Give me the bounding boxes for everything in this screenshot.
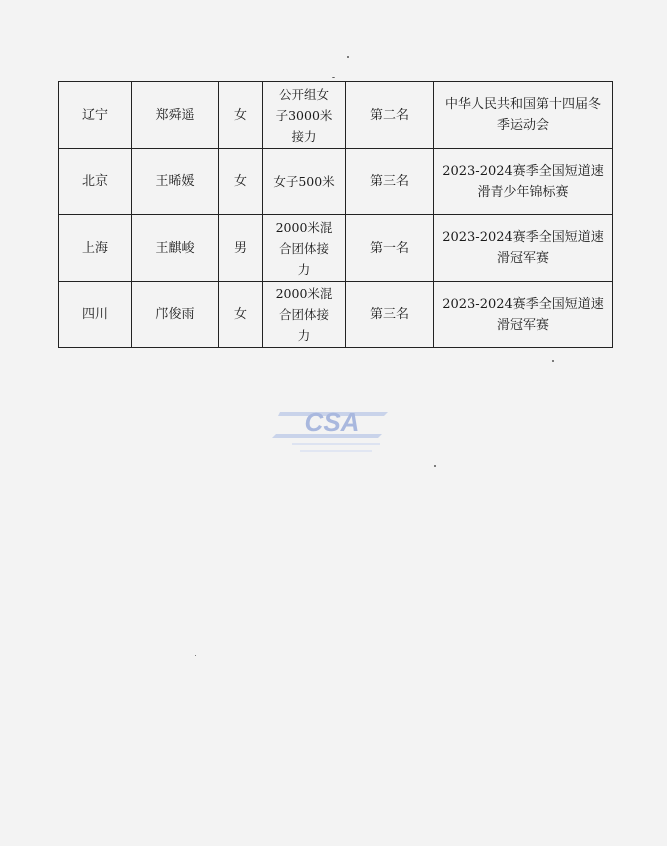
event-cell: 2000米混合团体接力 bbox=[263, 282, 346, 348]
table-row bbox=[59, 149, 613, 215]
competition-cell: 中华人民共和国第十四届冬季运动会 bbox=[434, 82, 613, 149]
province-cell: 辽宁 bbox=[59, 82, 132, 149]
competition-cell: 2023-2024赛季全国短道速滑冠军赛 bbox=[434, 215, 613, 282]
province-cell: 上海 bbox=[59, 215, 132, 282]
athlete-name-cell: 郑舜遥 bbox=[132, 82, 219, 149]
csa-watermark-logo bbox=[270, 398, 400, 458]
place-cell: 第二名 bbox=[346, 82, 434, 149]
athlete-name-cell: 王晞媛 bbox=[132, 149, 219, 215]
gender-cell: 女 bbox=[219, 82, 263, 149]
table-row bbox=[59, 82, 613, 149]
event-cell: 2000米混合团体接力 bbox=[263, 215, 346, 282]
province-cell: 四川 bbox=[59, 282, 132, 348]
scan-speck bbox=[332, 77, 335, 78]
scan-speck bbox=[434, 465, 436, 467]
event-cell: 公开组女子3000米接力 bbox=[263, 82, 346, 149]
scan-speck bbox=[552, 360, 554, 362]
place-cell: 第三名 bbox=[346, 149, 434, 215]
results-table bbox=[58, 81, 613, 348]
event-cell: 女子500米 bbox=[263, 149, 346, 215]
gender-cell: 女 bbox=[219, 282, 263, 348]
table-row bbox=[59, 282, 613, 348]
watermark-logo-text: CSA bbox=[304, 407, 360, 437]
results-table-body bbox=[59, 82, 613, 348]
province-cell: 北京 bbox=[59, 149, 132, 215]
gender-cell: 男 bbox=[219, 215, 263, 282]
table-row bbox=[59, 215, 613, 282]
place-cell: 第三名 bbox=[346, 282, 434, 348]
scan-speck bbox=[347, 56, 349, 58]
athlete-name-cell: 王麒峻 bbox=[132, 215, 219, 282]
place-cell: 第一名 bbox=[346, 215, 434, 282]
athlete-name-cell: 邝俊雨 bbox=[132, 282, 219, 348]
csa-logo-icon bbox=[272, 407, 388, 452]
gender-cell: 女 bbox=[219, 149, 263, 215]
scan-speck bbox=[195, 655, 196, 656]
competition-cell: 2023-2024赛季全国短道速滑青少年锦标赛 bbox=[434, 149, 613, 215]
competition-cell: 2023-2024赛季全国短道速滑冠军赛 bbox=[434, 282, 613, 348]
